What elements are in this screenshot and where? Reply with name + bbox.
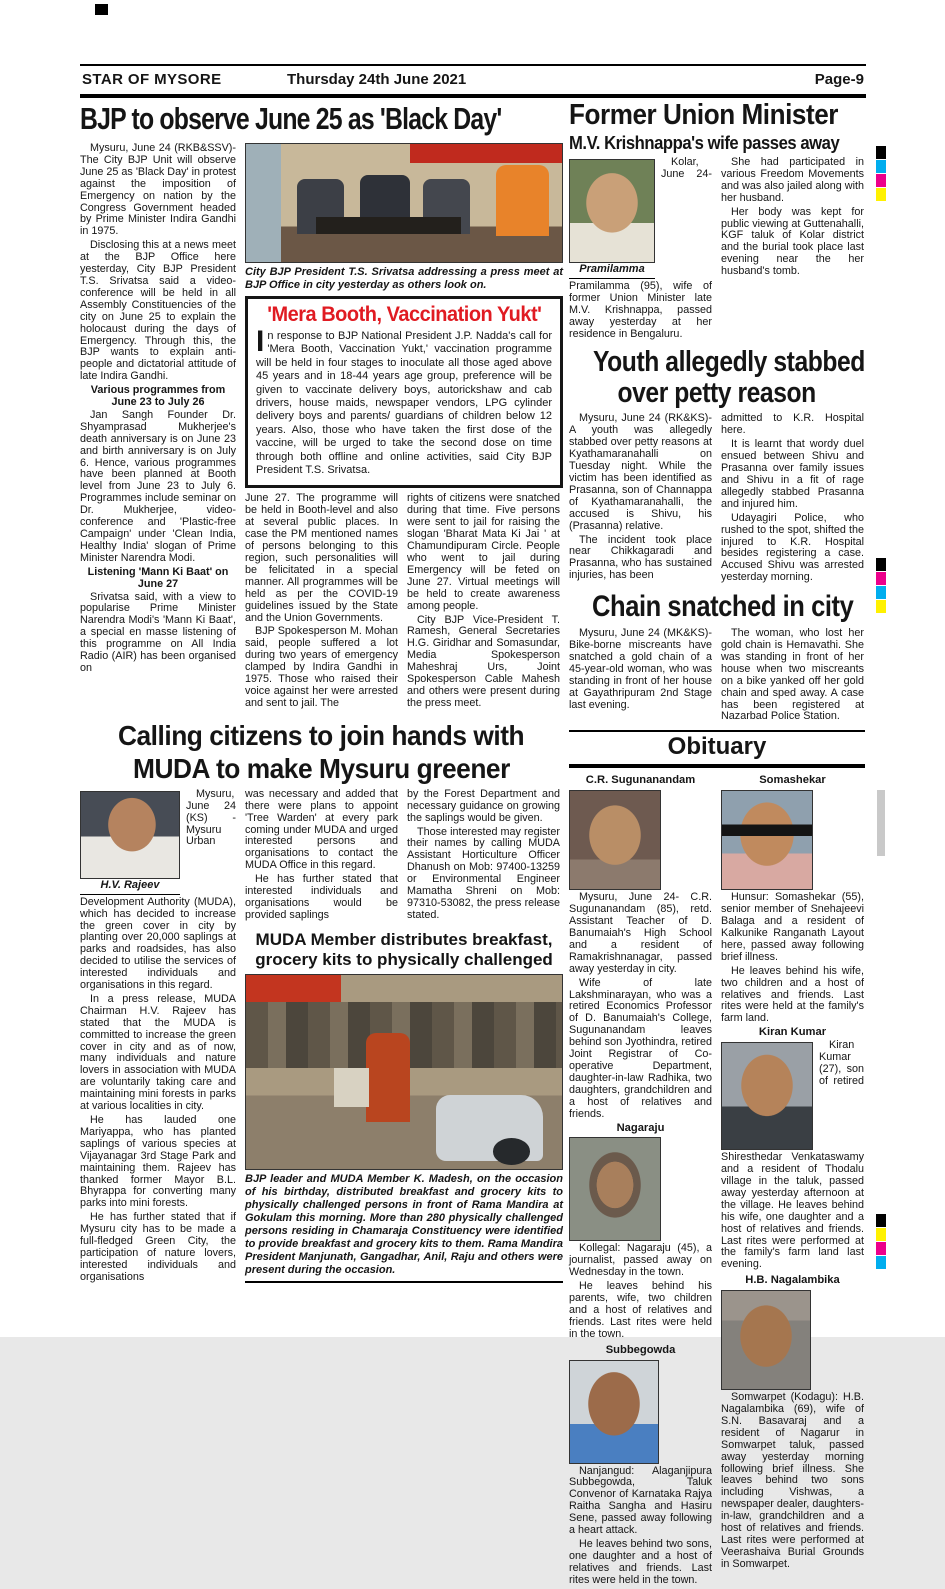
paragraph: In response to BJP National President J.P. Nadda's call for 'Mera Booth, Vaccination Yukt,' vaccination programme will be held in four stages to inoculate all those aged above 45 years and in 18-44 years age group, preference will be given to vaccinate delivery boys, autorickshaw and cab drivers, house maids, newspaper vendors, LPG cylinder delivery boys and parents/ guardians of children below 12 years. Also, those who have taken the first dose of the vaccine, will be urged to take the second dose on time through both offline and online activities, said City BJP President T.S. Srivatsa. — [256, 325, 552, 477]
headline-youth-line2: over petty reason — [617, 377, 817, 410]
paragraph: Mysuru, June 24 (MK&KS)- Bike-borne miscreants have snatched a gold chain of a 45-year-old woman, who was standing in front of her house at Gayathripuram 2nd Stage last evening. — [569, 627, 712, 711]
crosshead: Listening 'Mann Ki Baat' on June 27 — [87, 565, 229, 590]
press-meet-photo — [245, 143, 563, 263]
cmyk-bar-cyan — [876, 160, 886, 173]
paragraph: Mysuru, June 24 (RK&KS)- A youth was allegedly stabbed over petty reasons at Kyathamaranahalli on Tuesday night. While the victim has been identified as Prasanna, son of Channappa of Kyathamaranahalli, the accused is Shivu, his (Prasanna) relative. — [569, 412, 712, 532]
crosshead: Various programmes from June 23 to July 26 — [90, 384, 226, 409]
paragraph: She had participated in various Freedom Movements and was also jailed along with her husband. — [721, 156, 864, 204]
cmyk-bar-magenta — [876, 1242, 886, 1255]
headline-chain-snatched: Chain snatched in city — [592, 590, 854, 624]
headline-mvk-wife: M.V. Krishnappa's wife passes away — [569, 132, 840, 153]
youth-column-1 — [569, 413, 712, 586]
cmyk-bar-magenta — [876, 174, 886, 187]
headline-muda-line1: Calling citizens to join hands with — [118, 719, 525, 751]
article-bjp-black-day — [80, 99, 563, 712]
cmyk-bar-black — [876, 1214, 886, 1227]
headline-muda-member — [245, 930, 563, 970]
headline-former-union-minister: Former Union Minister — [569, 99, 838, 131]
kiran-kumar-photo — [721, 1042, 813, 1150]
headline-youth-line1: Youth allegedly stabbed — [592, 346, 865, 379]
muda-right-block — [245, 789, 563, 1286]
cmyk-bar-yellow — [876, 188, 886, 201]
paragraph: Kolar, June 24- Pramilamma (95), wife of former Union Minister late M.V. Krishnappa, passed away yesterday at her residence in Bengaluru. — [569, 156, 712, 340]
paragraph: In a press release, MUDA Chairman H.V. Rajeev has stated that the MUDA is committed to increase the green cover in city and as of now, many individuals and nature lovers in association with MUDA are voluntarily taking care and maintaining mini forests in parks at various localities in city. — [80, 992, 236, 1113]
hv-rajeev-photo — [80, 791, 180, 879]
paragraph: He leaves behind two sons, one daughter and a host of relatives and friends. Last rites were held in the town. — [569, 1538, 712, 1586]
nagalambika-photo — [721, 1290, 811, 1390]
obituary-title: Obituary — [569, 730, 865, 768]
paragraph: He leaves behind his parents, wife, two children and a host of relatives and friends. Last rites were held in the town. — [569, 1280, 712, 1340]
photo-shape — [334, 1068, 369, 1107]
obit-name: Subbegowda — [605, 1343, 676, 1356]
krishnappa-column-1 — [569, 157, 712, 342]
paragraph: Jan Sangh Founder Dr. Shyamprasad Mukherjee's death anniversary is on June 23 and birth anniversary is on July 6. Hence, various programmes have been planned at Booth level from June 23 to July 6. Programmes include seminar on Dr. Mukherjee, video-conference and 'Plastic-free Campaign' under 'Clean India, Healthy India' slogan of Prime Minister Narendra Modi. — [80, 408, 236, 564]
paragraph: was necessary and added that there were plans to appoint 'Tree Warden' at every park coming under MUDA and urged interested persons and organisations to contact the MUDA Office in this regard. — [245, 787, 398, 872]
issue-date: Thursday 24th June 2021 — [287, 71, 467, 88]
cmyk-bar-black — [876, 146, 886, 159]
paragraph: Wife of late Lakshminarayan, who was a retired Economics Professor of D. Banumaiah's College, Sugunanandam leaves behind son Jyothindra, retired Joint Registrar of Co-operative Department, daughter-in-law Radhika, two daughters, grandchildren and a host of relatives and friends. — [569, 976, 712, 1120]
obit-name: C.R. Sugunanandam — [585, 774, 696, 787]
page-number: Page-9 — [814, 71, 864, 88]
article-krishnappa — [569, 99, 865, 342]
section-obituary — [569, 730, 865, 1588]
photo-shape — [366, 1033, 410, 1122]
paragraph: Hunsur: Somashekar (55), senior member of Snehajeevi Balaga and a resident of Kalkunike Ranganath Layout here, passed away following brief illness. — [721, 891, 864, 963]
paragraph: Mysuru, June 24 (RKB&SSV)- The City BJP Unit will observe June 25 as 'Black Day' in protest against the imposition of Emergency on nation by the Congress Government headed by Prime Minister Indira Gandhi in 1975. — [80, 142, 236, 238]
paragraph: Her body was kept for public viewing at Guttenahalli, KGF taluk of Kolar district and the burial took place last evening near the her husband's tomb. — [721, 205, 864, 278]
paragraph: rights of citizens were snatched during that time. Five persons were sent to jail for raising the slogan 'Bharat Mata Ki Jai ' at Chamundipuram Circle. People who went to jail during Emergency will be feted on June 27. Virtual meetings will be held to create awareness among people. — [407, 492, 560, 612]
photo-shape — [496, 165, 550, 236]
vaccination-box-article — [245, 296, 563, 488]
obit-name: Kiran Kumar — [758, 1026, 827, 1039]
left-column-region — [80, 99, 563, 1286]
pramilamma-photo-block — [569, 159, 655, 279]
cmyk-bar-yellow — [876, 600, 886, 613]
headline-muda-member-line2: grocery kits to physically challenged — [255, 949, 553, 969]
obituary-column-1 — [569, 773, 712, 1588]
bjp-right-block — [245, 143, 563, 712]
paragraph: Kiran Kumar (27), son of retired Shiresthedar Venkataswamy and a resident of Thodalu village in the taluk, passed away yesterday afternoon at the village. He leaves behind his wife, one daughter and a host of relatives and friends. Last rites were performed at the family's farm land last evening. — [721, 1039, 864, 1271]
paragraph: He has lauded one Mariyappa, who has planted saplings of various species at Vijayanagar 3rd Stage Park and maintaining them. Rajeev has thanked former Mayor B.L. Bhyrappa for converting many parks into mini forests. — [80, 1114, 236, 1210]
paragraph: Mysuru, June 24 (KS) - Mysuru Urban Development Authority (MUDA), which has decided to increase the green cover in city by planting over 20,000 saplings at parks and roadsides, has also decided to utilise the services of interested individuals and organisations in this regard. — [80, 787, 236, 992]
muda-member-photo-caption: BJP leader and MUDA Member K. Madesh, on the occasion of his birthday, distributed breakfast and grocery kits to physically challenged persons in front of Rama Mandira at Gokulam this morning. More than 280 physically challenged persons residing in Chamaraja Constituency were identified to provide breakfast and grocery kits to them. Rama Mandira President Manjunath, Gangadhar, Anil, Raju and others were present during the occasion. — [245, 1173, 563, 1283]
obit-name: H.B. Nagalambika — [745, 1274, 840, 1287]
headline-vaccination-yukt: 'Mera Booth, Vaccination Yukt' — [266, 303, 542, 326]
muda-member-distribution-photo — [245, 974, 563, 1170]
paragraph: Udayagiri Police, who rushed to the spot, shifted the injured to K.R. Hospital besides registering a case. Accused Shivu was arrested yesterday morning. — [721, 511, 864, 584]
nagaraju-photo — [569, 1137, 661, 1241]
cmyk-bar-black — [876, 558, 886, 571]
article-chain-snatched — [569, 590, 865, 725]
paragraph: admitted to K.R. Hospital here. — [721, 412, 864, 437]
photo-shape — [493, 1138, 531, 1165]
right-column-region — [569, 99, 865, 1589]
youth-column-2 — [721, 413, 864, 586]
paragraph: Disclosing this at a news meet at the BJP Office here yesterday, City BJP President T.S. Srivatsa said a video-conference will be held in all Assembly Constituencies of the city on June 25 to explain the holocaust during the days of Emergency. Through this, the BJP wants to explain anti-people and dictatorial attitude of late Indira Gandhi. — [80, 239, 236, 383]
obit-name: Somashekar — [759, 774, 826, 787]
pramilamma-photo — [569, 159, 655, 263]
paragraph: He leaves behind his wife, two children and a host of relatives and friends. Last rites were held at the family's farm land. — [721, 964, 864, 1025]
headline-muda-line2: MUDA to make Mysuru greener — [133, 752, 510, 784]
paragraph: June 27. The programme will be held in Booth-level and also at several public places. In case the PM mentioned names of persons belonging to this region, such personalities will be felicitated in a special manner. All programmes will be held as per the COVID-19 guidelines issued by the State and the Union Governments. — [245, 492, 398, 624]
bjp-column-3 — [407, 493, 560, 711]
masthead — [80, 64, 866, 98]
cmyk-bar-magenta — [876, 572, 886, 585]
paragraph: BJP Spokesperson M. Mohan said, people suffered a lot during two years of emergency clamped by Indira Gandhi in 1975. Those who raised their voice against her were arrested and sent to jail. The — [245, 625, 398, 709]
headline-bjp: BJP to observe June 25 as 'Black Day' — [80, 101, 502, 136]
muda-column-1 — [80, 789, 236, 1286]
obit-name: Nagaraju — [616, 1121, 665, 1134]
chain-column-1 — [569, 628, 712, 725]
photo-shape — [316, 217, 461, 234]
paragraph: The incident took place near Chikkagaradi and Prasanna, who has sustained injuries, has been — [569, 533, 712, 582]
muda-column-3 — [407, 789, 560, 924]
press-photo-caption: City BJP President T.S. Srivatsa addressing a press meet at BJP Office in city yesterday as others look on. — [245, 266, 563, 291]
photo-shape — [246, 144, 281, 262]
bjp-column-2 — [245, 493, 398, 711]
subbegowda-photo — [569, 1360, 659, 1464]
krishnappa-column-2 — [721, 157, 864, 342]
paragraph: Somwarpet (Kodagu): H.B. Nagalambika (69), wife of S.N. Basavaraj and a resident of Nagarur in Somwarpet taluk, passed away yesterday morning following brief illness. She leaves behind two sons including Vishwas, a newspaper dealer, daughters-in-law, grandchildren and a host of relatives and friends. Last rites were performed at Veerashaiva Burial Grounds in Somwarpet. — [721, 1391, 864, 1570]
paragraph: It is learnt that wordy duel ensued between Shivu and Prasanna over family issues and Shivu in a fit of rage allegedly stabbed Prasanna and injured him. — [721, 438, 864, 510]
article-youth-stabbed — [569, 347, 865, 586]
somashekar-photo — [721, 790, 813, 890]
cmyk-bar-yellow — [876, 1228, 886, 1241]
newspaper-title: STAR OF MYSORE — [82, 71, 222, 88]
bjp-column-1 — [80, 143, 236, 712]
paragraph: He has further stated that interested individuals and organisations would be provided saplings — [245, 873, 398, 921]
sugunanandam-photo — [569, 790, 661, 890]
cmyk-bar-cyan — [876, 586, 886, 599]
print-registration-mark — [95, 4, 108, 15]
gray-registration-strip — [877, 790, 885, 856]
paragraph: The woman, who lost her gold chain is Hemavathi. She was standing in front of her house when two miscreants on a bike yanked off her gold chain and sped away. A case has been registered at Nazarbad Police Station. — [721, 627, 864, 723]
paragraph: Those interested may register their names by calling MUDA Assistant Horticulture Officer Dhanush on Mob: 97400-13259 or Environmental Engineer Mamatha Shreni on Mob: 97310-53082, the press release stated. — [407, 825, 560, 921]
chain-column-2 — [721, 628, 864, 725]
hv-rajeev-photo-block — [80, 791, 180, 895]
headline-muda-member-line1: MUDA Member distributes breakfast, — [255, 929, 553, 949]
article-muda-greener — [80, 719, 563, 1286]
paragraph: Kollegal: Nagaraju (45), a journalist, passed away on Wednesday in the town. — [569, 1242, 712, 1279]
obituary-column-2 — [721, 773, 864, 1588]
paragraph: City BJP Vice-President T. Ramesh, General Secretaries H.G. Giridhar and Somasundar, Media Spokesperson Maheshraj Urs, Joint Spokesperson Cable Mahesh and others were present during the press meet. — [407, 613, 560, 709]
muda-column-2 — [245, 789, 398, 924]
paragraph: Nanjangud: Alaganjipura Subbegowda, Taluk Convenor of Karnataka Rajya Raitha Sangha and Hasiru Sene, passed away following a heart attack. — [569, 1464, 712, 1537]
cmyk-bar-cyan — [876, 1256, 886, 1269]
photo-shape — [410, 144, 562, 163]
photo-shape — [246, 975, 341, 1002]
pramilamma-caption: Pramilamma — [569, 263, 655, 279]
paragraph: He has further stated that if Mysuru city has to be made a full-fledged Green City, the participation of nature lovers, interested individuals and organisations — [80, 1211, 236, 1283]
paragraph: by the Forest Department and necessary guidance on growing the saplings would be given. — [407, 787, 560, 824]
paragraph: Mysuru, June 24- C.R. Sugunanandam (85), retd. Assistant Teacher of D. Banumaiah's High School and a resident of Ramakrishnanagar, passed away yesterday in city. — [569, 891, 712, 975]
paragraph: Srivatsa said, with a view to popularise Prime Minister Narendra Modi's 'Mann Ki Baat', a special en masse listening of this programme on All India Radio (AIR) has been organised on — [80, 590, 236, 674]
hv-rajeev-caption: H.V. Rajeev — [80, 879, 180, 895]
